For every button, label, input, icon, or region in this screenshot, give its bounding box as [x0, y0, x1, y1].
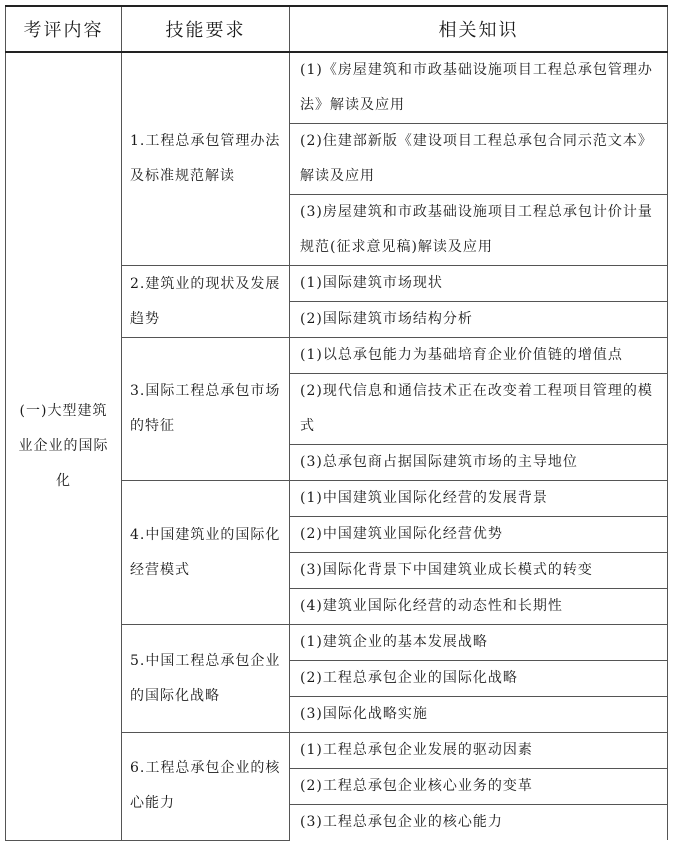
competency-table [5, 5, 668, 841]
skill-cell: 1.工程总承包管理办法及标准规范解读 [122, 52, 290, 266]
knowledge-item: (1)《房屋建筑和市政基础设施项目工程总承包管理办法》解读及应用 [290, 52, 668, 124]
table-header-row [6, 6, 668, 52]
knowledge-item: (4)建筑业国际化经营的动态性和长期性 [290, 589, 668, 625]
knowledge-item: (3)房屋建筑和市政基础设施项目工程总承包计价计量规范(征求意见稿)解读及应用 [290, 195, 668, 266]
knowledge-item: (1)以总承包能力为基础培育企业价值链的增值点 [290, 338, 668, 374]
knowledge-item: (1)国际建筑市场现状 [290, 266, 668, 302]
knowledge-item: (1)工程总承包企业发展的驱动因素 [290, 733, 668, 769]
skill-cell: 5.中国工程总承包企业的国际化战略 [122, 625, 290, 733]
competency-table-page [5, 5, 667, 841]
knowledge-item: (2)住建部新版《建设项目工程总承包合同示范文本》解读及应用 [290, 124, 668, 195]
table-body [6, 52, 668, 840]
knowledge-item: (1)建筑企业的基本发展战略 [290, 625, 668, 661]
knowledge-item: (2)国际建筑市场结构分析 [290, 302, 668, 338]
knowledge-item: (2)中国建筑业国际化经营优势 [290, 517, 668, 553]
skill-cell: 3.国际工程总承包市场的特征 [122, 338, 290, 481]
knowledge-item: (3)国际化背景下中国建筑业成长模式的转变 [290, 553, 668, 589]
skill-cell: 4.中国建筑业的国际化经营模式 [122, 481, 290, 625]
knowledge-item: (2)工程总承包企业的国际化战略 [290, 661, 668, 697]
knowledge-item: (3)总承包商占据国际建筑市场的主导地位 [290, 445, 668, 481]
knowledge-item: (2)工程总承包企业核心业务的变革 [290, 769, 668, 805]
knowledge-item: (2)现代信息和通信技术正在改变着工程项目管理的模式 [290, 374, 668, 445]
knowledge-item: (1)中国建筑业国际化经营的发展背景 [290, 481, 668, 517]
table-row [6, 52, 668, 124]
knowledge-item: (3)国际化战略实施 [290, 697, 668, 733]
header-category: 考评内容 [6, 6, 122, 52]
header-skill: 技能要求 [122, 6, 290, 52]
skill-cell: 6.工程总承包企业的核心能力 [122, 733, 290, 841]
header-knowledge: 相关知识 [290, 6, 668, 52]
knowledge-item: (3)工程总承包企业的核心能力 [290, 805, 668, 841]
skill-cell: 2.建筑业的现状及发展趋势 [122, 266, 290, 338]
category-cell: (一)大型建筑业企业的国际化 [6, 52, 122, 840]
